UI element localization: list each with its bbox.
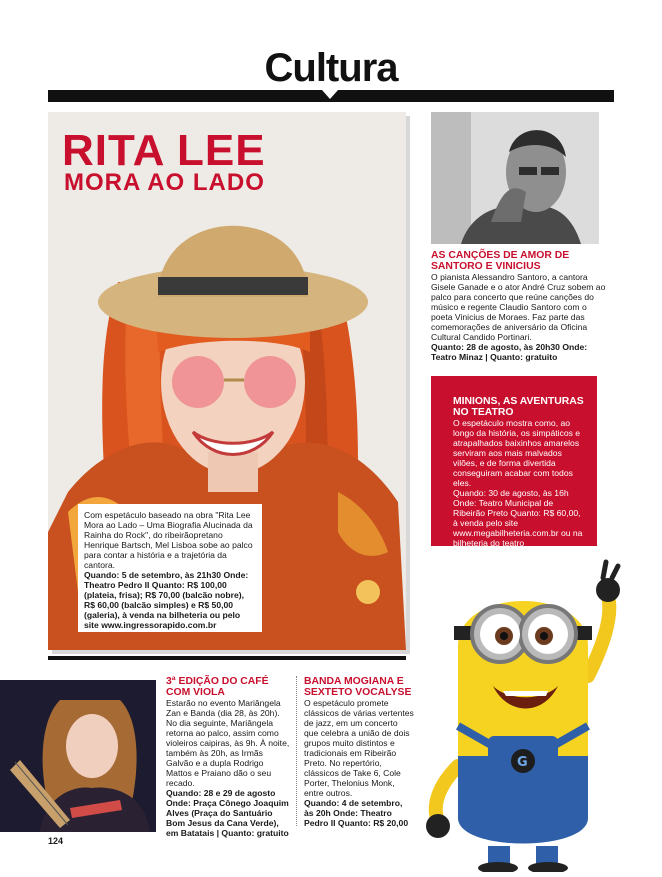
santoro-details: Quanto: 28 de agosto, às 20h30 Onde: Teatro Minaz | Quanto: gratuito xyxy=(431,342,588,362)
title-bar-notch xyxy=(322,90,338,99)
santoro-body: O pianista Alessandro Santoro, a cantora Gisele Ganade e o ator André Cruz sobem ao palco para concerto que reúne canções do músico e regente Claudio Santoro com o poeta Vinicius de Moraes. Faz parte das comemorações de aniversário da Oficina Cultural Candido Portinari. xyxy=(431,272,606,342)
minions-article xyxy=(431,376,597,546)
hero-title: RITA LEE xyxy=(62,126,266,175)
hero-caption xyxy=(78,504,262,632)
hero-description: Com espetáculo baseado na obra "Rita Lee Mora ao Lado – Uma Biografia Alucinada da Rainha do Rock", do ribeirãopretano Henrique Bartsch, Mel Lisboa sobe ao palco para contar a história e a trajetória da cantora. xyxy=(84,510,253,570)
hero-details: Quando: 5 de setembro, às 21h30 Onde: Theatro Pedro II Quanto: R$ 100,00 (plateia, frisa); R$ 70,00 (balcão nobre), R$ 60,00 (balcão simples) e R$ 50,00 (galeria), à venda na bilheteria ou pelo site www.ingressorapido.com.br xyxy=(84,570,249,630)
santoro-portrait xyxy=(431,112,599,244)
banda-heading: BANDA MOGIANA E SEXTETO VOCALYSE xyxy=(304,676,412,698)
cafe-body: Estarão no evento Mariângela Zan e Banda (dia 28, às 20h). No dia seguinte, Mariângela retorna ao palco, assim como violeiros caipiras, às 9h. À noite, também às 20h, as Irmãs Galvão e a dupla Rodrigo Mattos e Praiano dão o seu recado. xyxy=(166,698,290,788)
santoro-photo xyxy=(431,112,599,244)
banda-body: O espetáculo promete clássicos de várias vertentes de jazz, em um concerto que celebra a união de dois grupos muito distintos e tradicionais em Ribeirão Preto. No repertório, clássicos de Take 6, Cole Porter, Thelonius Monk, entre outros. xyxy=(304,698,414,798)
banda-details: Quando: 4 de setembro, às 20h Onde: Theatro Pedro II Quanto: R$ 20,00 xyxy=(304,798,409,828)
cafe-details: Quando: 28 e 29 de agosto Onde: Praça Cônego Joaquim Alves (Praça do Santuário Bom Jesus da Cana Verde), em Batatais | Quanto: gratuito xyxy=(166,788,289,838)
hero-subtitle: MORA AO LADO xyxy=(64,169,265,196)
banda-article xyxy=(304,676,414,828)
minions-heading: MINIONS, AS AVENTURAS NO TEATRO xyxy=(453,396,584,418)
section-title: Cultura xyxy=(264,46,398,90)
minion-illustration xyxy=(418,556,638,872)
svg-text:G: G xyxy=(517,755,528,770)
minions-details: Quando: 30 de agosto, às 16h Onde: Teatro Municipal de Ribeirão Preto Quanto: R$ 60,00, à venda pelo site www.megabilheteria.com.br ou na bilheteria do teatro xyxy=(453,488,583,548)
column-divider xyxy=(296,676,297,826)
minions-body: O espetáculo mostra como, ao longo da história, os simpáticos e atrapalhados baixinhos amarelos serviram aos mais malvados vilões, e de forma divertida conseguiram acabar com todos eles. xyxy=(453,418,581,488)
section-divider-bar xyxy=(48,656,406,660)
singer-portrait xyxy=(0,680,156,832)
page-number: 124 xyxy=(48,836,64,846)
santoro-heading: AS CANÇÕES DE AMOR DE SANTORO E VINICIUS xyxy=(431,250,570,272)
cafe-com-viola-article xyxy=(166,676,290,838)
santoro-article xyxy=(431,250,607,362)
cafe-heading: 3ª EDIÇÃO DO CAFÉ COM VIOLA xyxy=(166,676,269,698)
cafe-com-viola-photo xyxy=(0,680,156,832)
minion-icon xyxy=(418,556,638,872)
